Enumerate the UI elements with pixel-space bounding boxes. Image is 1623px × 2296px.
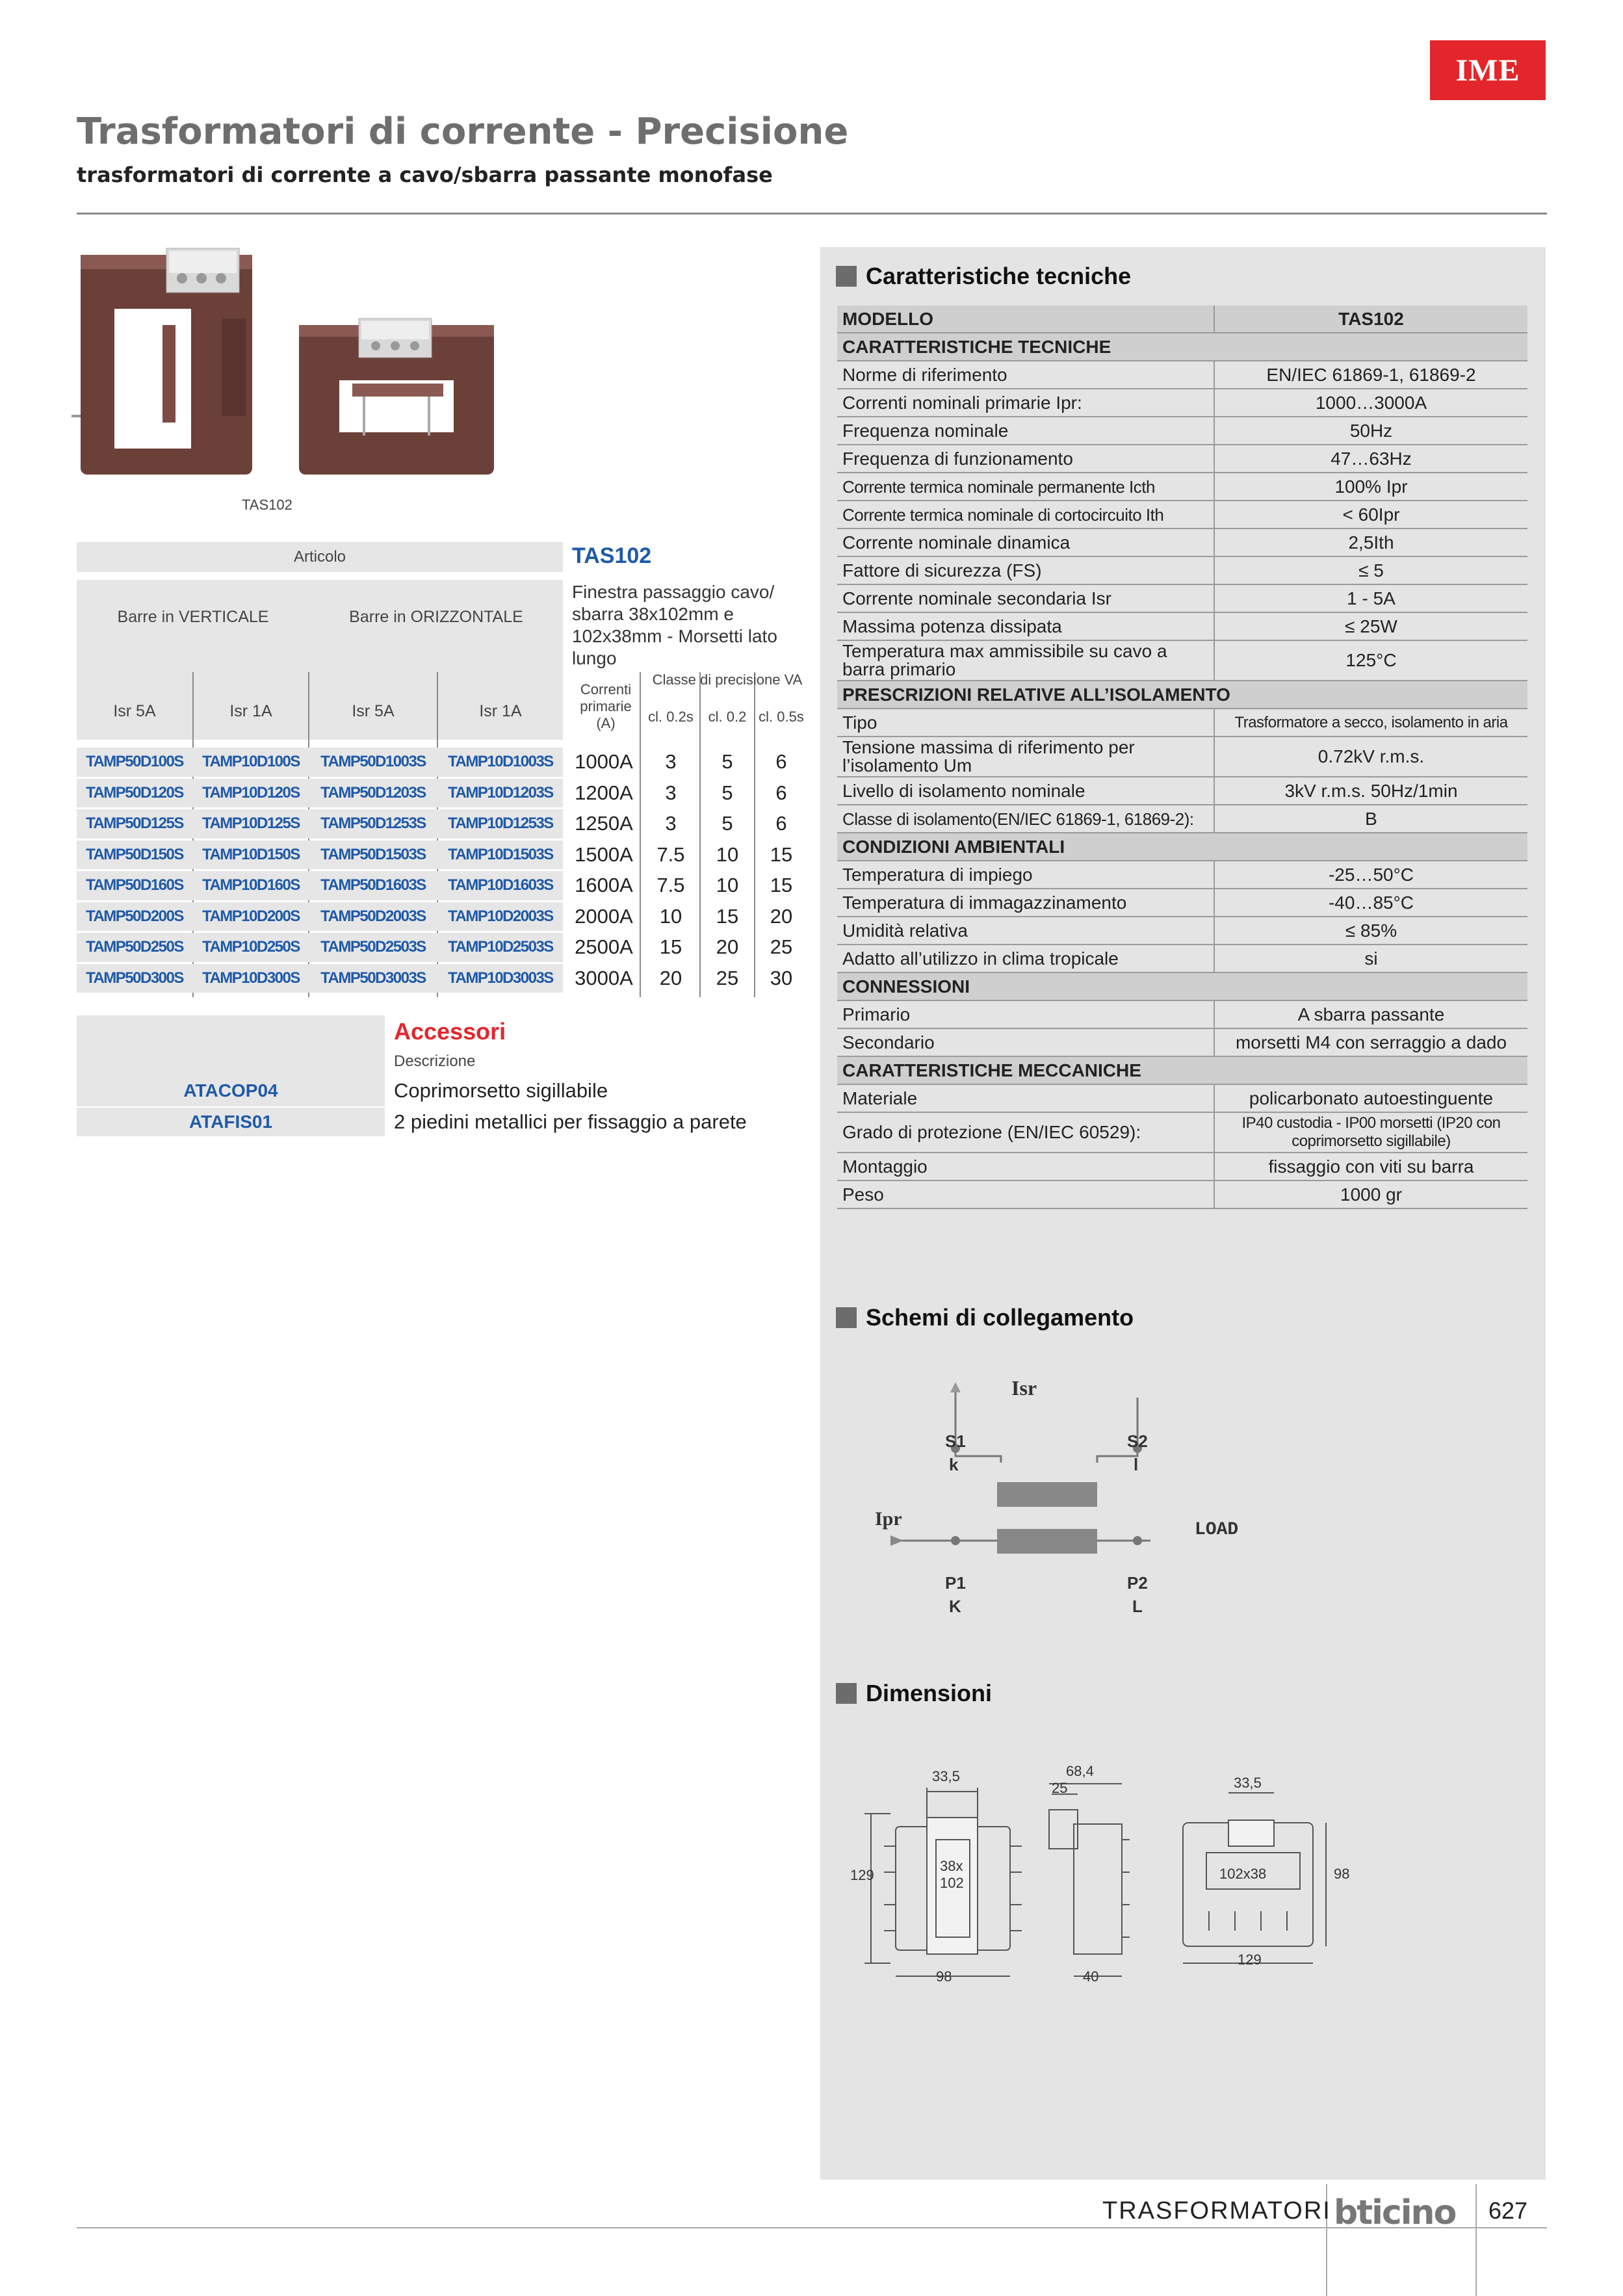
product-code: TAMP50D125S: [86, 815, 183, 832]
spec-label: Frequenza di funzionamento: [837, 445, 1214, 473]
product-value: 10: [716, 842, 739, 866]
section-square-icon: [836, 1683, 857, 1704]
spec-row: [837, 1181, 1527, 1208]
spec-label: Grado di protezione (EN/IEC 60529):: [837, 1112, 1214, 1153]
spec-label: Materiale: [837, 1084, 1214, 1112]
accessori-desc: Coprimorsetto sigillabile: [394, 1079, 608, 1102]
spec-table-wrap: [837, 306, 1527, 1209]
product-value: 3: [665, 781, 677, 804]
spec-row: [837, 861, 1527, 889]
dimensioni-heading: [836, 1680, 992, 1707]
spec-section-label: PRESCRIZIONI RELATIVE ALL’ISOLAMENTO: [837, 681, 1527, 709]
spec-row: [837, 945, 1527, 972]
spec-label: Corrente nominale dinamica: [837, 528, 1214, 556]
product-value: 7.5: [656, 874, 685, 896]
product-code: TAMP10D1253S: [448, 815, 553, 832]
spec-table: [837, 306, 1527, 1209]
product-value: 5: [721, 812, 733, 835]
dim-label: 25: [1052, 1780, 1068, 1796]
product-code: TAMP10D120S: [202, 783, 300, 802]
side-view-body: [1074, 1824, 1122, 1954]
s1b-label: k: [949, 1455, 959, 1474]
spec-header-value: TAS102: [1214, 306, 1527, 333]
sub-header: Isr 5A: [113, 702, 156, 720]
product-value: 2000A: [575, 904, 633, 928]
correnti-header: Correnti primarie (A): [580, 681, 632, 731]
product-code: TAMP10D1003S: [448, 753, 553, 770]
s2-label: S2: [1127, 1431, 1148, 1451]
product-value: 5: [721, 750, 733, 773]
product-code: TAMP10D300S: [202, 969, 300, 987]
product-code: TAMP50D1253S: [320, 815, 426, 832]
dim-label: 38x: [940, 1858, 963, 1874]
page-title: Trasformatori di corrente - Precisione: [77, 111, 849, 153]
product-code: TAMP10D125S: [202, 815, 300, 832]
spec-row: [837, 1112, 1527, 1153]
spec-row: [837, 612, 1527, 640]
isr-arrow-icon: [950, 1382, 961, 1392]
ipr-arrow-icon: [890, 1535, 903, 1546]
spec-value: IP40 custodia - IP00 morsetti (IP20 con coprimorsetto sigillabile): [1214, 1112, 1527, 1153]
spec-row: [837, 1084, 1527, 1112]
secondary-winding: [997, 1482, 1097, 1507]
spec-row: [837, 709, 1527, 737]
dim-label: 40: [1083, 1968, 1099, 1985]
p1-terminal: [951, 1536, 960, 1545]
spec-value: ≤ 5: [1214, 556, 1527, 584]
product-code: TAMP50D2003S: [320, 907, 426, 925]
spec-value: 1000…3000A: [1214, 389, 1527, 417]
photo-caption: TAS102: [242, 497, 292, 513]
page-subtitle: trasformatori di corrente a cavo/sbarra passante monofase: [77, 163, 773, 187]
spec-label: Corrente termica nominale di cortocircuito Ith: [837, 501, 1214, 528]
product-value: 20: [716, 935, 739, 958]
spec-label: Classe di isolamento(EN/IEC 61869-1, 61869-2):: [837, 805, 1214, 833]
dim-label: 33,5: [932, 1768, 960, 1784]
p2-terminal: [1133, 1536, 1142, 1545]
spec-value: EN/IEC 61869-1, 61869-2: [1214, 361, 1527, 389]
spec-value: 1 - 5A: [1214, 584, 1527, 612]
classe-header: Classe di precisione VA: [652, 672, 803, 688]
product-value: 3000A: [575, 966, 633, 989]
product-value: 6: [775, 781, 787, 804]
spec-header-label: MODELLO: [837, 306, 1214, 333]
product-value: 7.5: [656, 842, 685, 866]
spec-section-label: CARATTERISTICHE MECCANICHE: [837, 1056, 1527, 1084]
spec-value: -40…85°C: [1214, 889, 1527, 917]
dim-label: 102x38: [1219, 1866, 1267, 1882]
section-square-icon: [836, 1307, 857, 1328]
product-value: 15: [770, 874, 793, 896]
spec-label: Temperatura di immagazzinamento: [837, 889, 1214, 917]
caratteristiche-title: Caratteristiche tecniche: [866, 263, 1132, 289]
dim-label: 68,4: [1066, 1763, 1094, 1779]
spec-row: [837, 473, 1527, 501]
spec-label: Correnti nominali primarie Ipr:: [837, 389, 1214, 417]
spec-value: si: [1214, 945, 1527, 972]
product-code: TAMP10D2003S: [448, 907, 553, 925]
product-code: TAMP50D160S: [86, 876, 183, 894]
s2b-label: l: [1134, 1455, 1139, 1474]
spec-label: Secondario: [837, 1028, 1214, 1056]
product-code: TAMP50D1503S: [320, 845, 426, 863]
transformer-horizontal-image: [299, 319, 494, 475]
footer-vline: [1475, 2184, 1477, 2296]
ipr-label: Ipr: [875, 1508, 902, 1530]
spec-value: 47…63Hz: [1214, 445, 1527, 473]
classe-col: cl. 0.2: [708, 709, 747, 725]
spec-row: [837, 584, 1527, 612]
spec-row: [837, 917, 1527, 945]
product-value: 15: [716, 904, 739, 928]
product-code: TAMP10D1503S: [448, 845, 553, 863]
product-value: 1600A: [575, 874, 633, 896]
transformer-vertical-image: [71, 248, 252, 475]
s1-label: S1: [945, 1431, 966, 1451]
product-code: TAMP50D300S: [86, 969, 183, 987]
spec-row: [837, 1028, 1527, 1056]
load-label: LOAD: [1195, 1520, 1239, 1540]
schemi-title: Schemi di collegamento: [866, 1304, 1134, 1331]
wiring-diagram: [845, 1365, 1300, 1638]
dim-label: 98: [1334, 1866, 1350, 1882]
sub-header: Isr 1A: [229, 702, 272, 720]
spec-row: [837, 445, 1527, 473]
ime-logo: [1430, 40, 1546, 100]
product-value: 1250A: [575, 812, 633, 835]
product-code: TAMP10D2503S: [448, 938, 553, 956]
product-value: 5: [721, 781, 733, 804]
spec-label: Temperatura di impiego: [837, 861, 1214, 889]
accessori-divider: [77, 1106, 385, 1108]
spec-label: Fattore di sicurezza (FS): [837, 556, 1214, 584]
p2b-label: L: [1132, 1597, 1143, 1616]
spec-row: [837, 306, 1527, 333]
accessori-code: ATACOP04: [183, 1080, 278, 1101]
schemi-heading: [836, 1304, 1134, 1331]
product-code: TAMP50D100S: [86, 753, 183, 770]
product-code: TAMP50D150S: [86, 845, 183, 863]
accessori-code: ATAFIS01: [188, 1112, 273, 1132]
spec-value: ≤ 85%: [1214, 917, 1527, 945]
spec-row: [837, 501, 1527, 528]
product-value: 6: [775, 750, 787, 773]
spec-row: [837, 681, 1527, 709]
p1-label: P1: [945, 1573, 966, 1593]
group-horizontal: Barre in ORIZZONTALE: [349, 608, 523, 626]
product-value: 2500A: [575, 935, 633, 958]
spec-row: [837, 805, 1527, 833]
product-value: 15: [659, 935, 682, 958]
accessori-title: Accessori: [394, 1018, 506, 1045]
dim-label: 102: [940, 1875, 964, 1891]
spec-value: < 60Ipr: [1214, 501, 1527, 528]
product-code: TAMP50D1203S: [320, 783, 426, 802]
classe-col: cl. 0.5s: [759, 709, 804, 725]
spec-label: Adatto all’utilizzo in clima tropicale: [837, 945, 1214, 972]
spec-row: [837, 417, 1527, 445]
spec-value: 100% Ipr: [1214, 473, 1527, 501]
product-value: 6: [775, 812, 787, 835]
product-code: TAMP10D1203S: [448, 783, 553, 802]
spec-value: 125°C: [1214, 640, 1527, 681]
spec-label: Peso: [837, 1181, 1214, 1208]
spec-row: [837, 333, 1527, 361]
product-value: 25: [770, 935, 793, 958]
dim-label: 129: [1238, 1951, 1262, 1968]
product-value: 20: [659, 966, 682, 989]
dim-label: 129: [850, 1867, 874, 1883]
isr-label: Isr: [1011, 1376, 1037, 1400]
product-code: TAMP50D2503S: [320, 938, 426, 956]
product-code: TAMP50D120S: [86, 783, 183, 802]
spec-row: [837, 640, 1527, 681]
spec-row: [837, 777, 1527, 805]
product-code: TAMP10D200S: [202, 907, 300, 925]
spec-value: policarbonato autoestinguente: [1214, 1084, 1527, 1112]
spec-row: [837, 389, 1527, 417]
spec-value: fissaggio con viti su barra: [1214, 1153, 1527, 1181]
spec-row: [837, 737, 1527, 777]
spec-label: Corrente termica nominale permanente Icth: [837, 473, 1214, 501]
spec-row: [837, 972, 1527, 1000]
spec-label: Montaggio: [837, 1153, 1214, 1181]
product-value: 1200A: [575, 781, 633, 804]
spec-row: [837, 361, 1527, 389]
product-description: Finestra passaggio cavo/ sbarra 38x102mm e 102x38mm - Morsetti lato lungo: [572, 582, 777, 668]
bticino-logo: bticino: [1334, 2193, 1456, 2232]
product-value: 3: [665, 750, 677, 773]
spec-label: Livello di isolamento nominale: [837, 777, 1214, 805]
accessori-desc-header: Descrizione: [394, 1052, 476, 1070]
product-value: 15: [770, 842, 793, 866]
product-value: 1000A: [575, 750, 633, 773]
spec-row: [837, 1056, 1527, 1084]
spec-value: ≤ 25W: [1214, 612, 1527, 640]
spec-value: 1000 gr: [1214, 1181, 1527, 1208]
product-code: TAMP10D1603S: [448, 876, 553, 894]
group-vertical: Barre in VERTICALE: [117, 608, 269, 626]
product-model: TAS102: [572, 543, 652, 568]
spec-section-label: CARATTERISTICHE TECNICHE: [837, 333, 1527, 361]
product-value: 1500A: [575, 842, 633, 866]
dim-label: 33,5: [1234, 1775, 1262, 1791]
page-number: 627: [1488, 2197, 1528, 2224]
spec-row: [837, 1153, 1527, 1181]
caratteristiche-heading: [836, 263, 1131, 290]
primary-core: [997, 1529, 1097, 1554]
product-value: 30: [770, 966, 793, 989]
spec-label: Primario: [837, 1000, 1214, 1028]
spec-section-label: CONDIZIONI AMBIENTALI: [837, 833, 1527, 861]
spec-value: 0.72kV r.m.s.: [1214, 737, 1527, 777]
spec-value: A sbarra passante: [1214, 1000, 1527, 1028]
spec-label: Tipo: [837, 709, 1214, 737]
header-divider: [77, 213, 1547, 215]
product-code: TAMP10D3003S: [448, 969, 553, 987]
brand-text: IME: [1455, 53, 1520, 88]
p2-label: P2: [1127, 1573, 1148, 1593]
spec-value: -25…50°C: [1214, 861, 1527, 889]
spec-section-label: CONNESSIONI: [837, 972, 1527, 1000]
spec-label: Massima potenza dissipata: [837, 612, 1214, 640]
spec-row: [837, 1000, 1527, 1028]
spec-value: 50Hz: [1214, 417, 1527, 445]
product-code: TAMP50D200S: [86, 907, 183, 925]
dimension-drawings: [845, 1755, 1534, 1989]
product-code: TAMP50D250S: [86, 938, 183, 956]
spec-row: [837, 528, 1527, 556]
product-code: TAMP10D150S: [202, 845, 300, 863]
spec-value: 2,5Ith: [1214, 528, 1527, 556]
spec-label: Umidità relativa: [837, 917, 1214, 945]
product-value: 10: [716, 874, 739, 896]
product-value: 20: [770, 904, 793, 928]
spec-label: Corrente nominale secondaria Isr: [837, 584, 1214, 612]
spec-value: morsetti M4 con serraggio a dado: [1214, 1028, 1527, 1056]
articolo-label: Articolo: [293, 548, 346, 566]
spec-row: [837, 556, 1527, 584]
product-code: TAMP10D160S: [202, 876, 300, 894]
p1b-label: K: [949, 1597, 961, 1616]
dimensioni-title: Dimensioni: [866, 1680, 993, 1706]
spec-label: Temperatura max ammissibile su cavo a barra primario: [837, 640, 1214, 681]
sub-header: Isr 1A: [479, 702, 522, 720]
spec-value: 3kV r.m.s. 50Hz/1min: [1214, 777, 1527, 805]
product-value: 3: [665, 812, 677, 835]
product-value: 10: [659, 904, 682, 928]
spec-row: [837, 833, 1527, 861]
footer-section: TRASFORMATORI: [1102, 2197, 1331, 2224]
product-code: TAMP50D1003S: [320, 753, 426, 770]
product-code: TAMP50D3003S: [320, 969, 426, 987]
spec-label: Norme di riferimento: [837, 361, 1214, 389]
section-square-icon: [836, 266, 857, 287]
accessori-desc: 2 piedini metallici per fissaggio a parete: [394, 1110, 747, 1133]
spec-label: Tensione massima di riferimento per l’isolamento Um: [837, 737, 1214, 777]
spec-value: Trasformatore a secco, isolamento in aria: [1214, 709, 1527, 737]
product-code: TAMP10D100S: [202, 753, 300, 770]
classe-col: cl. 0.2s: [648, 709, 694, 725]
sub-header: Isr 5A: [352, 702, 395, 720]
product-value: 25: [716, 966, 739, 989]
product-photo: [71, 247, 526, 488]
product-code: TAMP50D1603S: [320, 876, 426, 894]
product-code: TAMP10D250S: [202, 938, 300, 956]
spec-label: Frequenza nominale: [837, 417, 1214, 445]
articolo-header: [77, 542, 563, 572]
spec-value: B: [1214, 805, 1527, 833]
dim-label: 98: [936, 1968, 952, 1985]
spec-row: [837, 889, 1527, 917]
